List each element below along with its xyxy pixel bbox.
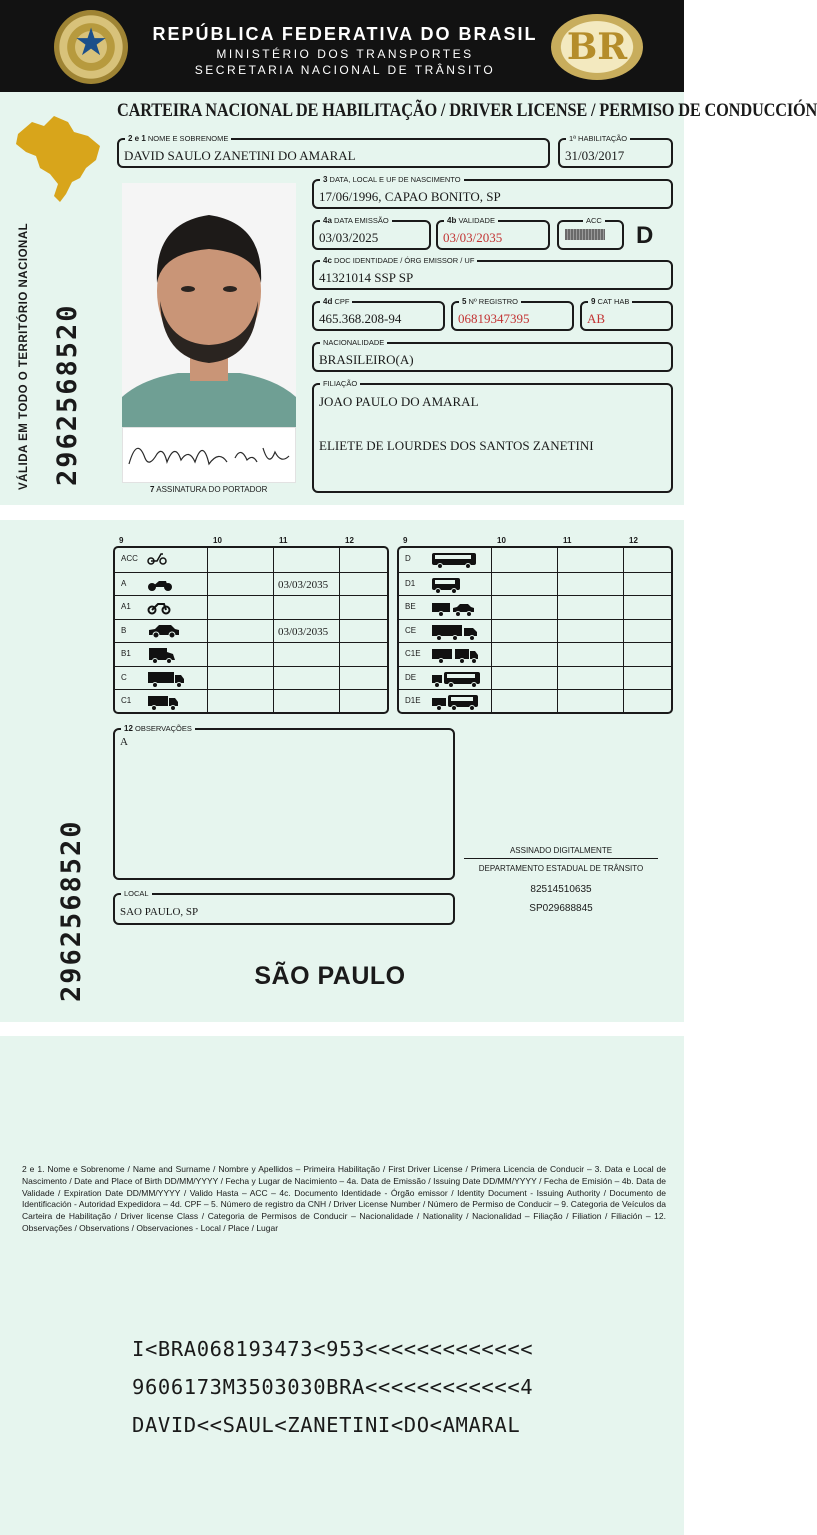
filiation-label: FILIAÇÃO [320, 377, 360, 390]
motorcycle-icon [147, 576, 173, 597]
category-code: C1E [405, 649, 421, 658]
category-table-right [397, 546, 673, 714]
nationality-field [312, 338, 673, 372]
birth-field [312, 175, 673, 209]
side-number-back: 2962568520 [56, 819, 87, 1002]
category-code: CE [405, 625, 417, 635]
category-cell-col11 [557, 596, 623, 619]
category-cell-col12 [339, 643, 391, 666]
category-cell-col11 [557, 643, 623, 666]
category-cell-col10 [491, 548, 557, 572]
category-code: A1 [121, 602, 131, 611]
category-row-left-b [115, 619, 387, 643]
category-cell-col12 [623, 667, 675, 690]
nationality-label: NACIONALIDADE [320, 336, 387, 349]
category-cell-col12 [339, 667, 391, 690]
category-cell-col12 [623, 643, 675, 666]
doc-id-field [312, 256, 673, 290]
category-code: C [121, 672, 127, 682]
cpf-number: 4d [323, 297, 333, 306]
observations-field [113, 724, 455, 880]
acc-redacted-mark [565, 229, 605, 240]
validity-field [436, 216, 550, 250]
category-hab-field [580, 297, 673, 331]
digital-code-1: 82514510635 [530, 884, 592, 895]
category-row-left-a [115, 572, 387, 596]
issue-label: DATA EMISSÃO [334, 216, 389, 225]
department-text: DEPARTAMENTO ESTADUAL DE TRÂNSITO [478, 864, 644, 873]
doc-id-value: 41321014 SSP SP [319, 270, 414, 285]
father-name: JOAO PAULO DO AMARAL [319, 394, 479, 409]
doc-id-label: DOC IDENTIDADE / ÓRG EMISSOR / UF [334, 256, 475, 265]
category-cell-col10 [207, 573, 273, 596]
category-code: D [405, 554, 411, 563]
category-cell-col11 [273, 596, 339, 619]
license-info-panel [0, 1036, 684, 1535]
category-code: C1 [121, 696, 132, 705]
category-hab-number: 9 [591, 297, 596, 306]
signature-image [122, 427, 296, 483]
category-row-right-ce [399, 619, 671, 643]
category-cell-col11 [557, 620, 623, 643]
category-expiry-date: 03/03/2035 [278, 578, 329, 591]
category-column-header: 12 [629, 536, 638, 545]
local-field [113, 889, 455, 925]
registration-value: 06819347395 [458, 311, 530, 326]
registration-label: Nº REGISTRO [468, 297, 518, 306]
category-row-right-de [399, 666, 671, 690]
validity-value: 03/03/2035 [443, 230, 503, 245]
category-cell-col11 [273, 620, 339, 643]
issue-date-field [312, 216, 431, 250]
category-column-header: 10 [497, 536, 506, 545]
category-row-right-d [399, 548, 671, 572]
category-code: D1E [405, 696, 421, 705]
digital-signed-text: ASSINADO DIGITALMENTE [509, 846, 613, 855]
mother-name: ELIETE DE LOURDES DOS SANTOS ZANETINI [319, 438, 594, 453]
license-header [0, 0, 684, 92]
category-column-header: 12 [345, 536, 354, 545]
category-cell-col10 [207, 548, 273, 572]
category-cell-col12 [339, 596, 391, 619]
category-row-right-be [399, 595, 671, 619]
category-column-header: 11 [563, 536, 572, 545]
signature-number: 7 [150, 485, 155, 494]
category-cell-col12 [339, 573, 391, 596]
category-column-header: 9 [403, 536, 408, 545]
local-value: SAO PAULO, SP [120, 906, 199, 918]
category-cell-col12 [339, 548, 391, 572]
name-field-label: NOME E SOBRENOME [147, 134, 229, 143]
category-row-right-c1e [399, 642, 671, 666]
category-column-header: 11 [279, 536, 288, 545]
acc-label: ACC [583, 214, 605, 227]
signature-label [150, 485, 267, 494]
br-badge: BR [551, 14, 643, 80]
category-row-left-c [115, 666, 387, 690]
observations-label: OBSERVAÇÕES [135, 724, 192, 733]
category-row-left-b1 [115, 642, 387, 666]
coat-of-arms-icon: ★ [54, 10, 128, 84]
name-value: DAVID SAULO ZANETINI DO AMARAL [124, 148, 356, 163]
signature-label-text: ASSINATURA DO PORTADOR [156, 485, 268, 494]
birth-value: 17/06/1996, CAPAO BONITO, SP [319, 189, 501, 204]
birth-label: DATA, LOCAL E UF DE NASCIMENTO [329, 175, 461, 184]
category-cell-col12 [623, 690, 675, 713]
category-cell-col11 [273, 690, 339, 713]
category-row-right-d1e [399, 689, 671, 713]
category-cell-col10 [491, 596, 557, 619]
card-title: CARTEIRA NACIONAL DE HABILITAÇÃO / DRIVER LICENSE / PERMISO DE CONDUCCIÓN [117, 100, 817, 121]
category-cell-col10 [207, 690, 273, 713]
local-label: LOCAL [121, 887, 152, 900]
registration-number: 5 [462, 297, 467, 306]
registration-field [451, 297, 574, 331]
category-hab-value: AB [587, 311, 606, 326]
mrz-line-3: DAVID<<SAUL<ZANETINI<DO<AMARAL [132, 1413, 521, 1437]
category-cell-col10 [207, 667, 273, 690]
category-cell-col12 [623, 620, 675, 643]
cpf-label: CPF [334, 297, 350, 306]
brazil-map-icon [14, 112, 102, 204]
category-row-right-d1 [399, 572, 671, 596]
category-row-left-acc [115, 548, 387, 572]
category-cell-col11 [557, 690, 623, 713]
category-code: A [121, 578, 127, 588]
category-hab-label: CAT HAB [597, 297, 630, 306]
category-row-left-a1 [115, 595, 387, 619]
category-expiry-date: 03/03/2035 [278, 625, 329, 638]
category-cell-col10 [491, 690, 557, 713]
cpf-field [312, 297, 445, 331]
observations-value: A [120, 736, 128, 748]
category-cell-col12 [339, 690, 391, 713]
category-letter: D [636, 222, 654, 249]
side-number-front: 2962568520 [52, 303, 83, 486]
category-cell-col12 [339, 620, 391, 643]
name-field [117, 134, 550, 168]
category-cell-col11 [557, 667, 623, 690]
issue-date-value: 03/03/2025 [319, 230, 379, 245]
first-license-field [558, 134, 673, 168]
valid-nationwide-text: VÁLIDA EM TODO O TERRITÓRIO NACIONAL [18, 222, 30, 490]
category-cell-col10 [491, 667, 557, 690]
acc-field [557, 216, 624, 250]
category-cell-col12 [623, 596, 675, 619]
signature-line [464, 858, 658, 859]
category-code: B1 [121, 649, 131, 658]
header-ministry: MINISTÉRIO DOS TRANSPORTES [216, 47, 474, 61]
minibus-trailer-icon [431, 693, 479, 716]
header-republic: REPÚBLICA FEDERATIVA DO BRASIL [152, 24, 538, 44]
category-cell-col11 [557, 573, 623, 596]
category-code: BE [405, 602, 416, 611]
digital-code-2: SP029688845 [529, 903, 593, 914]
category-code: B [121, 625, 127, 635]
light-truck-icon [147, 693, 179, 716]
validity-label: VALIDADE [458, 216, 495, 225]
field-legend: 2 e 1. Nome e Sobrenome / Name and Surname / Nombre y Apellidos – Primeira Habilitação / First Driver License / Primera Licencia de Conducir – 3. Data e Local de Nascimento / Date and Place of Birth DD/MM/YYYY / Fecha y Lugar de Nacimiento – 4a. Data de Emissão / Issuing Date DD/MM/YYYY / Fecha de Emisión – 4b. Data de Validade / Expiration Date DD/MM/YYYY / Valido Hasta – ACC – 4c. Documento Identidade - Órgão emissor / Identity Document - Issuing Authority / Documento de Identificación - Autoridad Expedidora – 4d. CPF – 5. Número de registro da CNH / Driver License Number / Número de Permiso de Conducir – 9. Categoria de Veículos da Carteira de Habilitação / Driver license Class / Categoria de Permisos de Conducir – Nacionalidade / Nationality / Nacionalidad – Filiação / Filiation / Filiación – 12. Observações / Observations / Observaciones - Local / Place / Lugar [22, 1164, 666, 1233]
issue-number: 4a [323, 216, 332, 225]
category-cell-col11 [273, 643, 339, 666]
category-code: ACC [121, 554, 138, 563]
category-cell-col11 [557, 548, 623, 572]
category-cell-col11 [273, 573, 339, 596]
small-motorcycle-icon [147, 599, 171, 620]
name-field-number: 2 e 1 [128, 134, 146, 143]
category-cell-col10 [491, 643, 557, 666]
category-cell-col11 [273, 667, 339, 690]
category-code: DE [405, 672, 417, 682]
filiation-field [312, 379, 673, 493]
category-cell-col10 [207, 620, 273, 643]
scooter-icon [147, 551, 167, 570]
category-column-header: 10 [213, 536, 222, 545]
car-icon [147, 623, 181, 644]
header-secretariat: SECRETARIA NACIONAL DE TRÂNSITO [194, 63, 496, 77]
category-cell-col10 [491, 573, 557, 596]
nationality-value: BRASILEIRO(A) [319, 352, 414, 367]
category-code: D1 [405, 578, 416, 588]
cpf-value: 465.368.208-94 [319, 311, 402, 326]
category-row-left-c1 [115, 689, 387, 713]
birth-number: 3 [323, 175, 328, 184]
mrz-line-1: I<BRA068193473<953<<<<<<<<<<<<< [132, 1337, 534, 1361]
category-cell-col12 [623, 573, 675, 596]
mrz-line-2: 9606173M3503030BRA<<<<<<<<<<<<4 [132, 1375, 534, 1399]
category-column-header: 9 [119, 536, 124, 545]
category-cell-col11 [273, 548, 339, 572]
category-table-left [113, 546, 389, 714]
validity-number: 4b [447, 216, 457, 225]
category-cell-col10 [207, 643, 273, 666]
state-name: SÃO PAULO [254, 962, 406, 990]
observations-number: 12 [124, 724, 133, 733]
doc-id-number: 4c [323, 256, 332, 265]
category-cell-col10 [491, 620, 557, 643]
category-cell-col10 [207, 596, 273, 619]
first-license-value: 31/03/2017 [565, 148, 625, 163]
category-cell-col12 [623, 548, 675, 572]
holder-photo [122, 183, 296, 427]
first-license-label: 1ª HABILITAÇÃO [566, 132, 630, 145]
